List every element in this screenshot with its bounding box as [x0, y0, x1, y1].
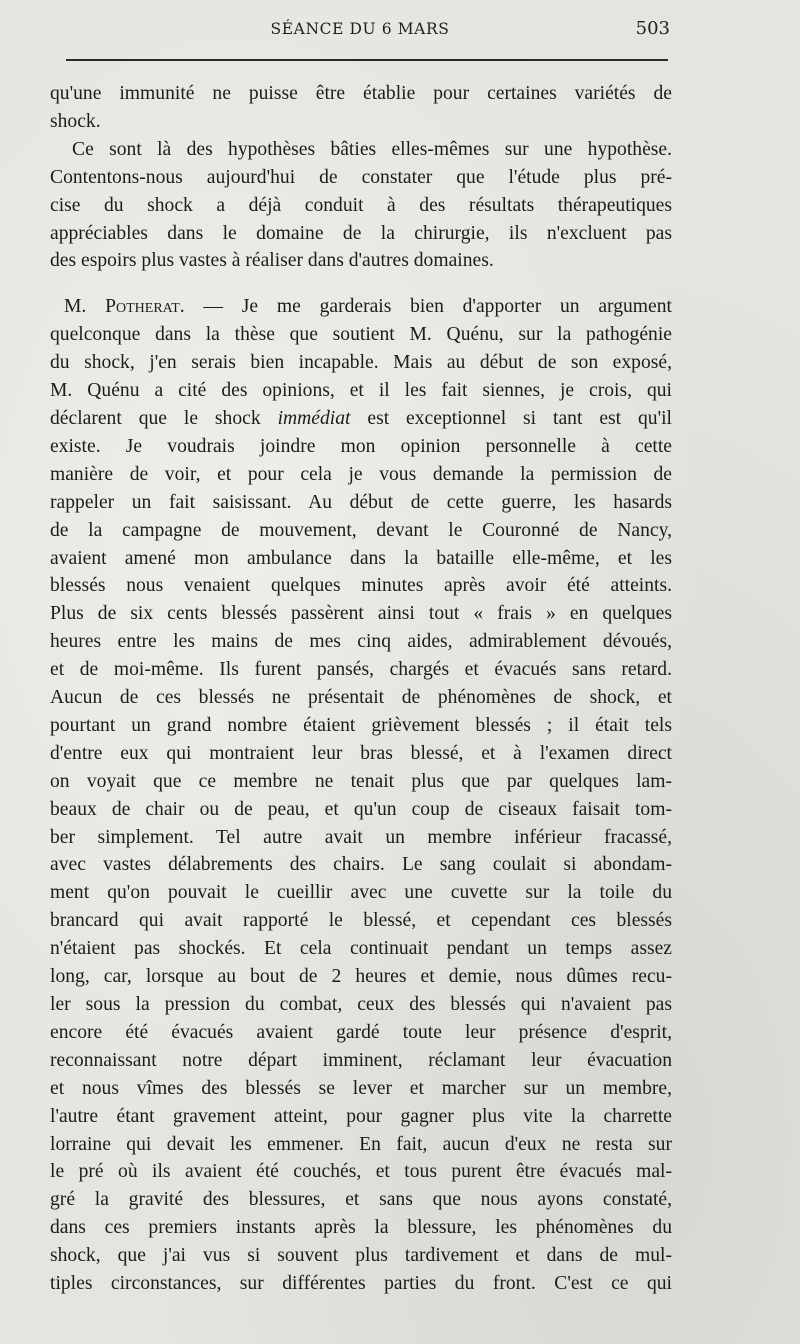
text-line: Contentons-nous aujourd'hui de constater que l'étude plus pré-: [50, 166, 672, 188]
text-line: appréciables dans le domaine de la chirurgie, ils n'excluent pas: [50, 222, 672, 244]
text-line: reconnaissant notre départ imminent, réclamant leur évacuation: [50, 1049, 672, 1071]
text-line: encore été évacués avaient gardé toute leur présence d'esprit,: [50, 1021, 672, 1043]
text-line: M. Quénu a cité des opinions, et il les fait siennes, je crois, qui: [50, 380, 672, 402]
text-line: et nous vîmes des blessés se lever et marcher sur un membre,: [50, 1077, 672, 1099]
page-header: [50, 18, 670, 46]
text-line: et de moi-même. Ils furent pansés, chargés et évacués sans retard.: [50, 659, 672, 681]
paragraph-gap: [50, 275, 672, 293]
text-line: gré la gravité des blessures, et sans que nous ayons constaté,: [50, 1189, 672, 1211]
text-line: ment qu'on pouvait le cueillir avec une cuvette sur la toile du: [50, 882, 672, 904]
text-line: lorraine qui devait les emmener. En fait, aucun d'eux ne resta sur: [50, 1133, 672, 1155]
text-line: blessés nous venaient quelques minutes après avoir été atteints.: [50, 575, 672, 597]
speaker-line: [50, 293, 672, 321]
emphasis-word: immédiat: [277, 407, 351, 429]
text-line: Ce sont là des hypothèses bâties elles-mêmes sur une hypothèse.: [72, 138, 672, 160]
text-line: le pré où ils avaient été couchés, et tous purent être évacués mal-: [50, 1161, 672, 1183]
text-line: long, car, lorsque au bout de 2 heures et demie, nous dûmes recu-: [50, 966, 672, 988]
text-line: qu'une immunité ne puisse être établie pour certaines variétés de: [50, 83, 672, 104]
text-line: quelconque dans la thèse que soutient M. Quénu, sur la pathogénie: [50, 324, 672, 346]
body-text: [50, 80, 672, 1298]
text-line: tiples circonstances, sur différentes parties du front. C'est ce qui: [50, 1273, 672, 1295]
paragraph-potherat: [50, 293, 672, 1298]
text-line: heures entre les mains de mes cinq aides, admirablement dévoués,: [50, 631, 672, 653]
text-line: de la campagne de mouvement, devant le Couronné de Nancy,: [50, 519, 672, 541]
paragraph-hypotheses: [50, 136, 672, 276]
page-number: 503: [635, 18, 670, 39]
header-rule: [66, 59, 668, 61]
speaker-line-text: — Je me garderais bien d'apporter un argument: [184, 296, 672, 318]
text-line: avaient amené mon ambulance dans la bataille elle-même, et les: [50, 547, 672, 569]
running-title: SÉANCE DU 6 MARS: [270, 20, 450, 38]
speaker-name: Potherat.: [105, 296, 185, 318]
emphasis-line: [50, 405, 672, 433]
text-line: du shock, j'en serais bien incapable. Mais au début de son exposé,: [50, 352, 672, 374]
text-line: l'autre étant gravement atteint, pour gagner plus vite la charrette: [50, 1105, 672, 1127]
text-line: pourtant un grand nombre étaient grièvement blessés ; il était tels: [50, 714, 672, 736]
text-line: brancard qui avait rapporté le blessé, et cependant ces blessés: [50, 910, 672, 932]
text-line: dans ces premiers instants après la blessure, les phénomènes du: [50, 1217, 672, 1239]
text-line: des espoirs plus vastes à réaliser dans d'autres domaines.: [50, 250, 494, 272]
paragraph-continuation: [50, 80, 672, 136]
text-line: avec vastes délabrements des chairs. Le sang coulait si abondam-: [50, 854, 672, 876]
text-line: ber simplement. Tel autre avait un membre inférieur fracassé,: [50, 826, 672, 848]
text-line: Plus de six cents blessés passèrent ainsi tout « frais » en quelques: [50, 603, 672, 625]
text-line: existe. Je voudrais joindre mon opinion personnelle à cette: [50, 435, 672, 457]
text-line: d'entre eux qui montraient leur bras blessé, et à l'examen direct: [50, 742, 672, 764]
text-line: Aucun de ces blessés ne présentait de phénomènes de shock, et: [50, 687, 672, 709]
text-line: on voyait que ce membre ne tenait plus que par quelques lam-: [50, 770, 672, 792]
text-line: beaux de chair ou de peau, et qu'un coup de ciseaux faisait tom-: [50, 798, 672, 820]
speaker-prefix: M.: [64, 296, 106, 318]
text-line: cise du shock a déjà conduit à des résultats thérapeutiques: [50, 194, 672, 216]
text-line: shock, que j'ai vus si souvent plus tardivement et dans de mul-: [50, 1245, 672, 1267]
text-line: n'étaient pas shockés. Et cela continuait pendant un temps assez: [50, 938, 672, 960]
text-line: manière de voir, et pour cela je vous demande la permission de: [50, 463, 672, 485]
emphasis-before: déclarent que le shock: [50, 407, 278, 429]
text-line: ler sous la pression du combat, ceux des blessés qui n'avaient pas: [50, 994, 672, 1015]
emphasis-after: est exceptionnel si tant est qu'il: [350, 407, 672, 429]
text-line: rappeler un fait saisissant. Au début de cette guerre, les hasards: [50, 491, 672, 513]
text-line: shock.: [50, 110, 101, 132]
